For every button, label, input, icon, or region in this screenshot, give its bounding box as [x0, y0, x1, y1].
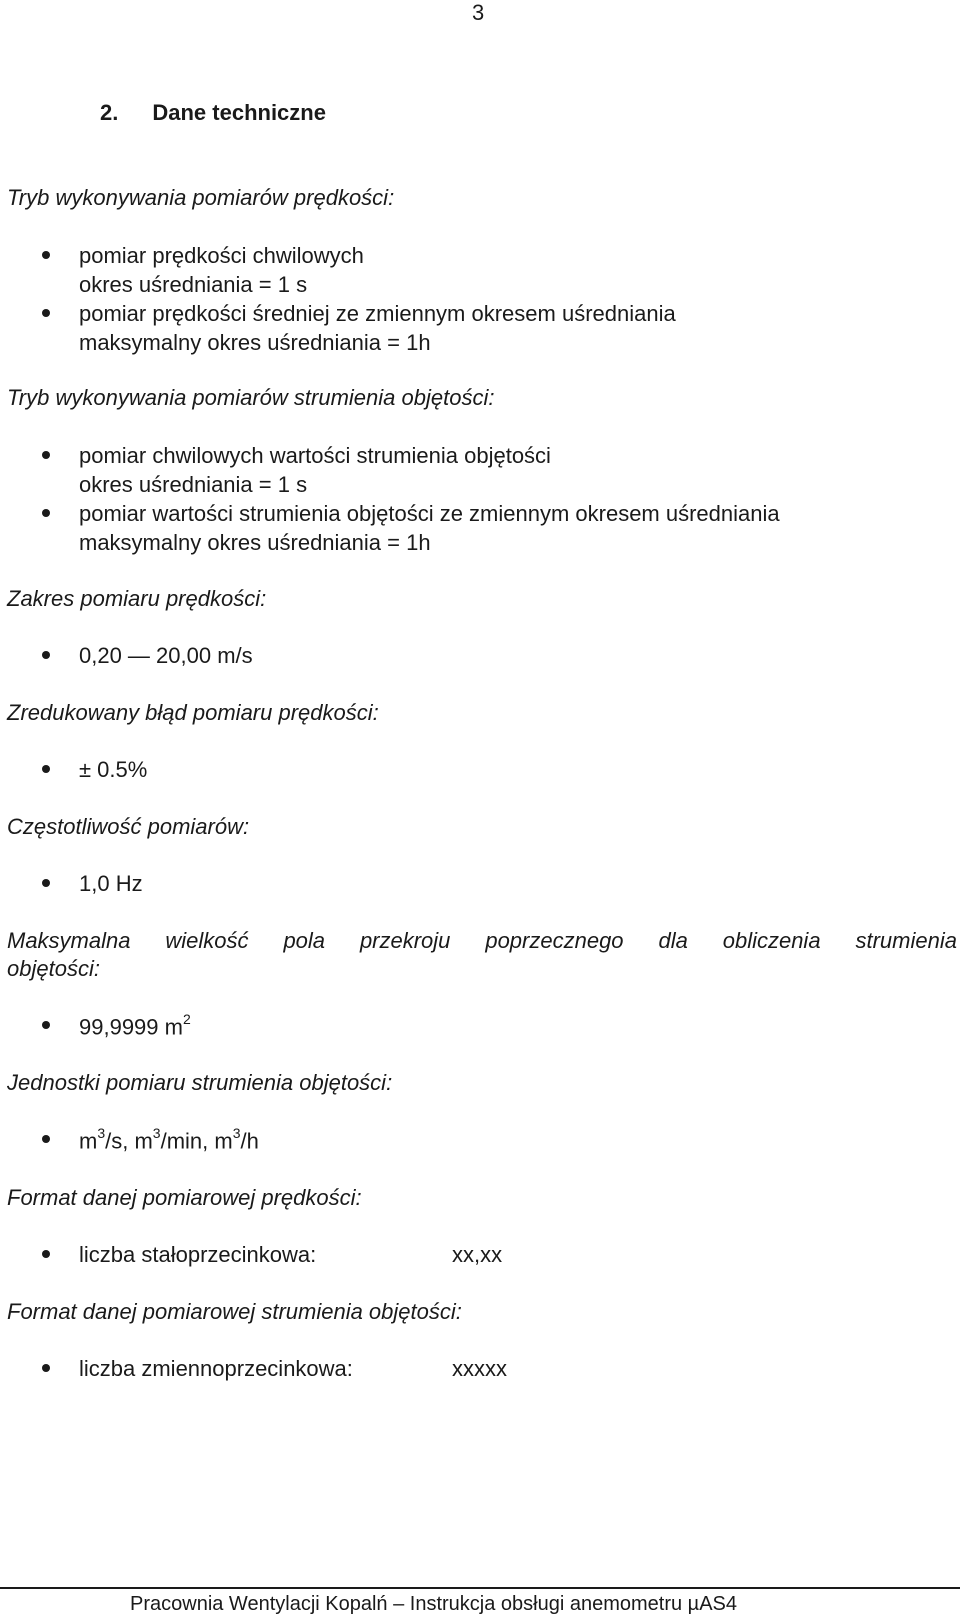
- footer-divider: [0, 1587, 960, 1589]
- superscript: 2: [182, 1011, 191, 1027]
- list-item-label: liczba stałoprzecinkowa:: [79, 1242, 317, 1267]
- section-heading: [100, 100, 326, 126]
- heading-title: Dane techniczne: [152, 100, 326, 125]
- bullet-icon: [42, 765, 50, 773]
- list-item: pomiar prędkości chwilowych: [79, 243, 364, 268]
- list-item-detail: maksymalny okres uśredniania = 1h: [79, 330, 431, 355]
- title-word: obliczenia: [722, 928, 821, 953]
- unit-m: m: [79, 1128, 98, 1154]
- title-word: wielkość: [165, 928, 249, 953]
- title-word: Maksymalna: [7, 928, 131, 953]
- superscript: 3: [232, 1125, 241, 1141]
- section-title-max-area: [7, 928, 957, 954]
- list-item: pomiar wartości strumienia objętości ze zmiennym okresem uśredniania: [79, 501, 780, 526]
- list-item-label: liczba zmiennoprzecinkowa:: [79, 1356, 353, 1381]
- list-item-detail: okres uśredniania = 1 s: [79, 472, 308, 497]
- area-value: 99,9999 m: [79, 1014, 183, 1040]
- heading-number: 2.: [100, 100, 119, 125]
- unit-suffix: /s,: [105, 1128, 135, 1154]
- list-item: 0,20 — 20,00 m/s: [79, 643, 253, 668]
- superscript: 3: [97, 1125, 106, 1141]
- unit-m: m: [214, 1128, 233, 1154]
- section-title-speed-format: Format danej pomiarowej prędkości:: [7, 1185, 362, 1210]
- title-word: strumienia: [855, 928, 957, 953]
- bullet-icon: [42, 1364, 50, 1372]
- section-title-max-area-cont: objętości:: [7, 956, 100, 981]
- section-title-flow-units: Jednostki pomiaru strumienia objętości:: [7, 1070, 393, 1095]
- title-word: pola: [283, 928, 326, 953]
- list-item-detail: okres uśredniania = 1 s: [79, 272, 308, 297]
- bullet-icon: [42, 879, 50, 887]
- page-number: 3: [472, 0, 485, 25]
- title-word: dla: [658, 928, 688, 953]
- list-item: [79, 1127, 259, 1154]
- list-item: [79, 1013, 191, 1040]
- section-title-frequency: Częstotliwość pomiarów:: [7, 814, 250, 839]
- bullet-icon: [42, 1021, 50, 1029]
- unit-suffix: /min,: [160, 1128, 215, 1154]
- list-item-value: xxxxx: [452, 1356, 507, 1381]
- section-title-speed-error: Zredukowany błąd pomiaru prędkości:: [7, 700, 379, 725]
- unit-m: m: [134, 1128, 153, 1154]
- bullet-icon: [42, 651, 50, 659]
- list-item: ± 0.5%: [79, 757, 148, 782]
- section-title-speed-mode: Tryb wykonywania pomiarów prędkości:: [7, 185, 395, 210]
- section-title-flow-mode: Tryb wykonywania pomiarów strumienia objętości:: [7, 385, 495, 410]
- title-word: poprzecznego: [485, 928, 624, 953]
- bullet-icon: [42, 309, 50, 317]
- bullet-icon: [42, 251, 50, 259]
- list-item: pomiar chwilowych wartości strumienia objętości: [79, 443, 551, 468]
- page-footer: Pracownia Wentylacji Kopalń – Instrukcja obsługi anemometru µAS4: [130, 1593, 738, 1615]
- list-item: 1,0 Hz: [79, 871, 143, 896]
- unit-suffix: /h: [240, 1128, 259, 1154]
- section-title-flow-format: Format danej pomiarowej strumienia objętości:: [7, 1299, 462, 1324]
- bullet-icon: [42, 451, 50, 459]
- section-title-speed-range: Zakres pomiaru prędkości:: [7, 586, 267, 611]
- bullet-icon: [42, 1250, 50, 1258]
- bullet-icon: [42, 1135, 50, 1143]
- list-item: pomiar prędkości średniej ze zmiennym okresem uśredniania: [79, 301, 676, 326]
- bullet-icon: [42, 509, 50, 517]
- list-item-detail: maksymalny okres uśredniania = 1h: [79, 530, 431, 555]
- list-item-value: xx,xx: [452, 1242, 503, 1267]
- superscript: 3: [152, 1125, 161, 1141]
- title-word: przekroju: [359, 928, 451, 953]
